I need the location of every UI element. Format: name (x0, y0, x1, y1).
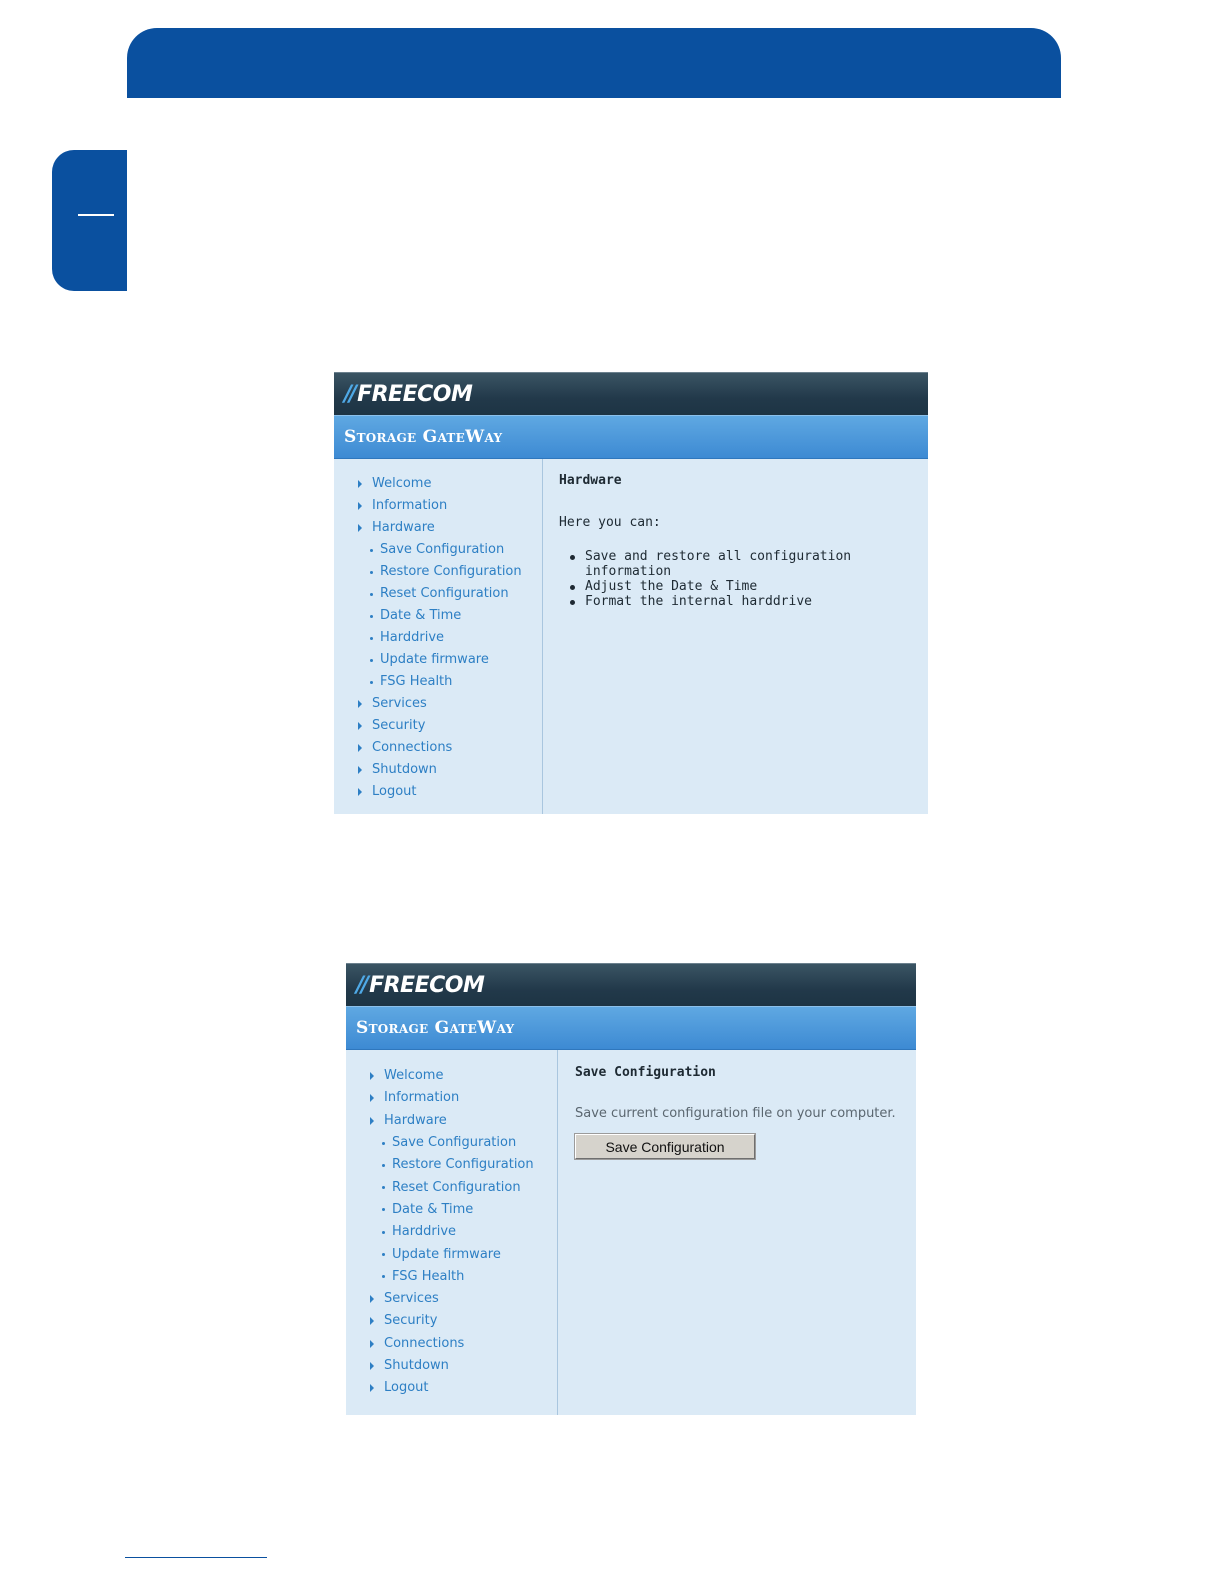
nav-item-label: FSG Health (392, 1268, 465, 1284)
nav-item-restore-configuration[interactable] (334, 561, 542, 583)
nav-item-label: Security (372, 718, 426, 733)
nav-item-label: Connections (372, 740, 453, 755)
product-title: Storage GateWay (356, 1018, 515, 1038)
nav-item-label: Save Configuration (380, 542, 505, 557)
caret-right-icon (370, 1340, 374, 1348)
nav-item-logout[interactable] (346, 1377, 557, 1399)
caret-right-icon (370, 1362, 374, 1370)
nav-item-restore-configuration[interactable] (346, 1154, 557, 1176)
nav-item-label: Shutdown (384, 1358, 449, 1373)
brand-bar (346, 963, 916, 1006)
nav-item-welcome[interactable] (346, 1065, 557, 1087)
caret-right-icon (370, 1295, 374, 1303)
footer-rule (125, 1557, 267, 1558)
nav-item-label: Security (384, 1313, 438, 1329)
nav-item-update-firmware[interactable] (334, 649, 542, 671)
nav-item-label: Shutdown (372, 762, 437, 777)
caret-right-icon (358, 788, 362, 796)
nav-item-label: Hardware (372, 520, 435, 535)
freecom-logo (344, 382, 472, 407)
nav-item-label: Harddrive (380, 630, 445, 645)
nav-item-security[interactable] (346, 1310, 557, 1332)
nav-item-information[interactable] (346, 1087, 557, 1109)
nav-item-connections[interactable] (346, 1333, 557, 1355)
nav-item-label: Connections (384, 1335, 465, 1351)
nav-item-label: Restore Configuration (392, 1157, 534, 1173)
caret-right-icon (370, 1384, 374, 1392)
nav-item-label: Reset Configuration (392, 1179, 521, 1195)
bullet-dot-icon (382, 1142, 385, 1145)
screenshot-save-configuration (346, 963, 916, 1415)
nav-item-harddrive[interactable] (334, 627, 542, 649)
caret-right-icon (370, 1317, 374, 1325)
bullet-dot-icon (382, 1164, 385, 1167)
product-bar (346, 1006, 916, 1050)
nav-item-label: Update firmware (380, 652, 489, 667)
nav-item-label: Welcome (384, 1068, 444, 1084)
bullet-dot-icon (382, 1275, 385, 1278)
freecom-logo (356, 973, 484, 998)
product-bar (334, 415, 928, 459)
caret-right-icon (370, 1094, 374, 1102)
screenshot-hardware (334, 372, 928, 814)
chapter-tab (52, 150, 127, 291)
bullet-dot-icon (382, 1208, 385, 1211)
nav-item-connections[interactable] (334, 737, 542, 759)
caret-right-icon (358, 524, 362, 532)
feature-item: Adjust the Date & Time (585, 579, 912, 594)
nav-item-label: Update firmware (392, 1246, 501, 1262)
bullet-dot-icon (370, 549, 373, 552)
chapter-tab-line (78, 214, 114, 216)
nav-item-shutdown[interactable] (346, 1355, 557, 1377)
nav-item-shutdown[interactable] (334, 759, 542, 781)
logo-slashes: // (344, 381, 355, 407)
feature-item: Save and restore all configuration information (585, 549, 912, 579)
nav-item-reset-configuration[interactable] (346, 1176, 557, 1198)
nav-item-hardware[interactable] (346, 1110, 557, 1132)
feature-list (559, 549, 912, 609)
caret-right-icon (358, 502, 362, 510)
screen-body (346, 1050, 916, 1415)
nav-item-fsg-health[interactable] (346, 1266, 557, 1288)
bullet-dot-icon (370, 681, 373, 684)
nav-item-label: Services (372, 696, 427, 711)
product-title: Storage GateWay (344, 427, 503, 447)
bullet-dot-icon (370, 637, 373, 640)
content-title: Save Configuration (575, 1065, 716, 1080)
caret-right-icon (358, 744, 362, 752)
nav-item-label: Welcome (372, 476, 432, 491)
nav-item-reset-configuration[interactable] (334, 583, 542, 605)
nav-item-information[interactable] (334, 495, 542, 517)
logo-text: FREECOM (357, 381, 473, 407)
page-header-band (127, 28, 1061, 98)
bullet-dot-icon (370, 659, 373, 662)
nav-item-services[interactable] (334, 693, 542, 715)
caret-right-icon (370, 1117, 374, 1125)
nav-item-label: Services (384, 1291, 439, 1307)
nav-item-label: Date & Time (380, 608, 462, 623)
screen-body (334, 459, 928, 814)
bullet-dot-icon (382, 1231, 385, 1234)
bullet-dot-icon (370, 615, 373, 618)
bullet-dot-icon (370, 593, 373, 596)
content-intro: Here you can: (559, 515, 661, 530)
nav-item-save-configuration[interactable] (334, 539, 542, 561)
caret-right-icon (370, 1072, 374, 1080)
nav-item-label: Logout (372, 784, 417, 799)
nav-item-update-firmware[interactable] (346, 1243, 557, 1265)
nav-item-harddrive[interactable] (346, 1221, 557, 1243)
nav-item-label: Logout (384, 1380, 429, 1396)
save-configuration-button[interactable]: Save Configuration (575, 1134, 755, 1159)
nav-item-save-configuration[interactable] (346, 1132, 557, 1154)
nav-item-welcome[interactable] (334, 473, 542, 495)
nav-item-label: Restore Configuration (380, 564, 522, 579)
nav-item-services[interactable] (346, 1288, 557, 1310)
nav-item-label: Harddrive (392, 1224, 457, 1240)
content-panel (558, 1050, 916, 1415)
caret-right-icon (358, 480, 362, 488)
nav-item-label: Hardware (384, 1112, 447, 1128)
bullet-dot-icon (370, 571, 373, 574)
content-panel (543, 459, 928, 814)
logo-slashes: // (356, 972, 367, 998)
nav-item-label: Date & Time (392, 1201, 474, 1217)
nav-item-label: Information (372, 498, 448, 513)
caret-right-icon (358, 700, 362, 708)
nav-item-fsg-health[interactable] (334, 671, 542, 693)
bullet-dot-icon (382, 1253, 385, 1256)
content-title: Hardware (559, 473, 622, 488)
nav-menu (334, 459, 543, 814)
nav-item-label: FSG Health (380, 674, 453, 689)
nav-item-logout[interactable] (334, 781, 542, 803)
brand-bar (334, 372, 928, 415)
caret-right-icon (358, 722, 362, 730)
feature-item: Format the internal harddrive (585, 594, 912, 609)
bullet-dot-icon (382, 1186, 385, 1189)
nav-item-hardware[interactable] (334, 517, 542, 539)
logo-text: FREECOM (369, 972, 485, 998)
nav-item-date-time[interactable] (346, 1199, 557, 1221)
nav-item-security[interactable] (334, 715, 542, 737)
content-description: Save current configuration file on your computer. (575, 1106, 896, 1121)
nav-item-label: Information (384, 1090, 460, 1106)
nav-item-label: Reset Configuration (380, 586, 509, 601)
caret-right-icon (358, 766, 362, 774)
nav-item-date-time[interactable] (334, 605, 542, 627)
nav-item-label: Save Configuration (392, 1135, 517, 1151)
nav-menu (346, 1050, 558, 1415)
